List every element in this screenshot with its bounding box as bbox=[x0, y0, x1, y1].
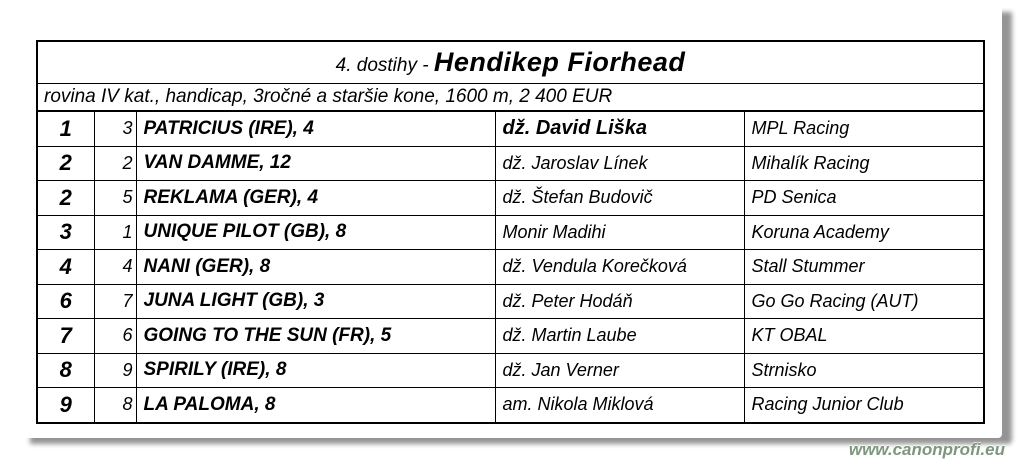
start-number: 5 bbox=[94, 181, 136, 216]
finish-position: 7 bbox=[37, 319, 94, 354]
start-number: 8 bbox=[94, 388, 136, 423]
trainer-name: Go Go Racing (AUT) bbox=[744, 284, 984, 319]
horse-name: NANI (GER), 8 bbox=[136, 250, 495, 285]
horse-name: VAN DAMME, 12 bbox=[136, 146, 495, 181]
result-row bbox=[37, 111, 984, 146]
finish-position: 3 bbox=[37, 215, 94, 250]
jockey-name: Monir Madihi bbox=[495, 215, 744, 250]
finish-position: 4 bbox=[37, 250, 94, 285]
jockey-name: dž. Vendula Korečková bbox=[495, 250, 744, 285]
finish-position: 9 bbox=[37, 388, 94, 423]
jockey-name: dž. Jaroslav Línek bbox=[495, 146, 744, 181]
horse-name: LA PALOMA, 8 bbox=[136, 388, 495, 423]
trainer-name: Strnisko bbox=[744, 353, 984, 388]
result-row bbox=[37, 146, 984, 181]
start-number: 7 bbox=[94, 284, 136, 319]
trainer-name: Koruna Academy bbox=[744, 215, 984, 250]
result-row bbox=[37, 250, 984, 285]
race-conditions-row bbox=[37, 84, 984, 112]
race-conditions: rovina IV kat., handicap, 3ročné a staršie kone, 1600 m, 2 400 EUR bbox=[37, 84, 984, 112]
race-title-row bbox=[37, 41, 984, 84]
result-row bbox=[37, 284, 984, 319]
trainer-name: MPL Racing bbox=[744, 111, 984, 146]
jockey-name: dž. Peter Hodáň bbox=[495, 284, 744, 319]
horse-name: PATRICIUS (IRE), 4 bbox=[136, 111, 495, 146]
finish-position: 2 bbox=[37, 146, 94, 181]
horse-name: UNIQUE PILOT (GB), 8 bbox=[136, 215, 495, 250]
result-row bbox=[37, 181, 984, 216]
trainer-name: KT OBAL bbox=[744, 319, 984, 354]
race-number-label: 4. dostihy - bbox=[335, 55, 434, 76]
start-number: 4 bbox=[94, 250, 136, 285]
horse-name: REKLAMA (GER), 4 bbox=[136, 181, 495, 216]
finish-position: 6 bbox=[37, 284, 94, 319]
finish-position: 8 bbox=[37, 353, 94, 388]
horse-name: GOING TO THE SUN (FR), 5 bbox=[136, 319, 495, 354]
race-results-table bbox=[36, 40, 985, 424]
result-row bbox=[37, 319, 984, 354]
jockey-name: am. Nikola Miklová bbox=[495, 388, 744, 423]
trainer-name: PD Senica bbox=[744, 181, 984, 216]
trainer-name: Mihalík Racing bbox=[744, 146, 984, 181]
finish-position: 1 bbox=[37, 111, 94, 146]
start-number: 9 bbox=[94, 353, 136, 388]
jockey-name: dž. David Liška bbox=[495, 111, 744, 146]
horse-name: JUNA LIGHT (GB), 3 bbox=[136, 284, 495, 319]
result-row bbox=[37, 353, 984, 388]
start-number: 3 bbox=[94, 111, 136, 146]
jockey-name: dž. Martin Laube bbox=[495, 319, 744, 354]
trainer-name: Racing Junior Club bbox=[744, 388, 984, 423]
result-row bbox=[37, 215, 984, 250]
result-row bbox=[37, 388, 984, 423]
start-number: 1 bbox=[94, 215, 136, 250]
watermark-url: www.canonprofi.eu bbox=[848, 440, 1005, 459]
race-title-cell bbox=[37, 41, 984, 84]
race-name: Hendikep Fiorhead bbox=[433, 47, 686, 77]
finish-position: 2 bbox=[37, 181, 94, 216]
trainer-name: Stall Stummer bbox=[744, 250, 984, 285]
start-number: 6 bbox=[94, 319, 136, 354]
jockey-name: dž. Jan Verner bbox=[495, 353, 744, 388]
start-number: 2 bbox=[94, 146, 136, 181]
jockey-name: dž. Štefan Budovič bbox=[495, 181, 744, 216]
horse-name: SPIRILY (IRE), 8 bbox=[136, 353, 495, 388]
